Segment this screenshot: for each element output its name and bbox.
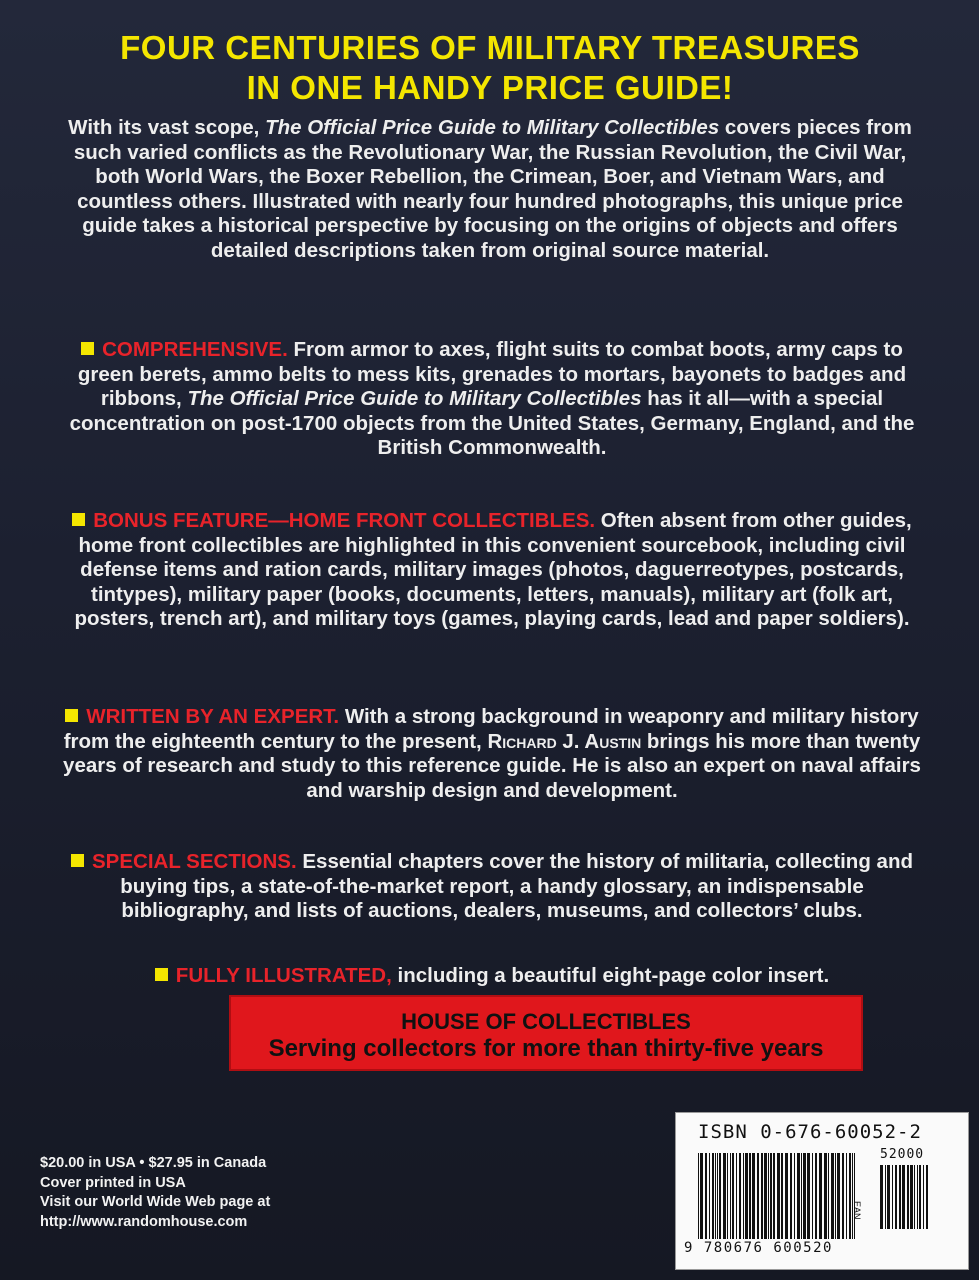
barcode-bar [910, 1165, 913, 1229]
barcode-bar [807, 1153, 810, 1239]
headline-line-2: IN ONE HANDY PRICE GUIDE! [246, 69, 734, 106]
barcode-bar [815, 1153, 817, 1239]
barcode-bar [824, 1153, 827, 1239]
price-info [40, 1154, 360, 1232]
barcode-bar [773, 1153, 775, 1239]
barcode-bar [887, 1165, 890, 1229]
barcode-bar [899, 1165, 901, 1229]
addon-barcode-bars [880, 1165, 940, 1229]
headline [60, 28, 920, 108]
barcode-bar [852, 1153, 853, 1239]
barcode-bar [926, 1165, 928, 1229]
barcode-bar [885, 1165, 886, 1229]
barcode-bar [828, 1153, 829, 1239]
feature-text: From armor to axes, flight suits to combat boots, army caps to green berets, ammo belts to mess kits, grenades to mortars, bayonets to badges and ribbons, [77, 338, 907, 410]
barcode-bar [895, 1165, 897, 1229]
website-url: http://www.randomhouse.com [40, 1213, 248, 1230]
intro-text-rest: covers pieces from such varied conflicts as the Revolutionary War, the Russian Revolution, the Civil War, both World Wars, the Boxer Rebellion, the Crimean, Boer, and Vietnam Wars, and countless others. Illustrated with nearly four hundred photographs, this unique price guide takes a historical perspective by focusing on the origins of objects and offers detailed descriptions taken from original source material. [73, 116, 912, 262]
feature-text: Essential chapters cover the history of militaria, collecting and buying tips, a state-of-the-market report, a handy glossary, an indispensable bibliography, and lists of auctions, dealers, museums, and collectors’ clubs. [120, 850, 913, 922]
barcode-bar [902, 1165, 905, 1229]
barcode-bar [801, 1153, 802, 1239]
barcode-bar [770, 1153, 772, 1239]
intro-book-title: The Official Price Guide to Military Collectibles [265, 116, 720, 139]
barcode-bar [880, 1165, 883, 1229]
barcode-bar [715, 1153, 716, 1239]
publisher-banner [229, 995, 863, 1071]
barcode-bar [717, 1153, 718, 1239]
feature-title: FULLY ILLUSTRATED, [175, 964, 392, 987]
barcode-panel [675, 1112, 969, 1270]
barcode-bar [743, 1153, 744, 1239]
feature-title: SPECIAL SECTIONS. [92, 850, 297, 873]
barcode-bar [700, 1153, 703, 1239]
barcode-bar [732, 1153, 734, 1239]
barcode-bar [892, 1165, 893, 1229]
barcode-digits: 9 780676 600520 [684, 1240, 833, 1256]
barcode-bar [757, 1153, 759, 1239]
price-addon-code: 52000 [880, 1147, 925, 1162]
barcode-bar [777, 1153, 780, 1239]
feature-bonus-home-front [62, 509, 922, 632]
barcode-bar [761, 1153, 763, 1239]
feature-text: With a strong background in weaponry and military history from the eighteenth century to the present, [63, 705, 919, 753]
barcode-bar [919, 1165, 921, 1229]
barcode-bar [752, 1153, 755, 1239]
feature-text: including a beautiful eight-page color insert. [391, 964, 830, 987]
barcode-bar [705, 1153, 707, 1239]
barcode-bar [835, 1153, 836, 1239]
bullet-square-icon [71, 854, 84, 867]
barcode-bar [730, 1153, 731, 1239]
barcode-bar [739, 1153, 741, 1239]
publisher-tagline: Serving collectors for more than thirty-five years [268, 1035, 824, 1062]
feature-text: Often absent from other guides, home front collectibles are highlighted in this convenient sourcebook, including civil defense items and ration cards, military images (photos, daguerreotypes, postcards, tintypes), military paper (books, documents, letters, manuals), military art (folk art, posters, trench art), and military toys (games, playing cards, lead and paper soldiers). [74, 509, 912, 630]
bullet-square-icon [81, 342, 94, 355]
feature-title: WRITTEN BY AN EXPERT. [86, 705, 340, 728]
barcode-bar [803, 1153, 806, 1239]
barcode-bar [736, 1153, 737, 1239]
ean-label: EAN [852, 1201, 862, 1220]
bullet-square-icon [65, 709, 78, 722]
barcode-bar [842, 1153, 844, 1239]
barcode-bar [794, 1153, 795, 1239]
barcode-bar [764, 1153, 767, 1239]
feature-text-rest: has it all—with a special concentration on post-1700 objects from the United States, Germany, England, and the British Commonwealth. [69, 387, 915, 459]
barcode-bar [854, 1153, 855, 1239]
barcode-bar [709, 1153, 710, 1239]
barcode-bar [923, 1165, 924, 1229]
headline-line-1: FOUR CENTURIES OF MILITARY TREASURES [120, 29, 860, 66]
intro-text-start: With its vast scope, [68, 116, 266, 139]
barcode-bar [914, 1165, 915, 1229]
bullet-square-icon [72, 513, 85, 526]
intro-paragraph [50, 116, 930, 263]
printed-in-line: Cover printed in USA [40, 1174, 186, 1191]
barcode-bar [768, 1153, 769, 1239]
barcode-bar [749, 1153, 751, 1239]
barcode-bar [907, 1165, 909, 1229]
feature-written-by-expert [62, 705, 922, 803]
barcode-bar [819, 1153, 822, 1239]
bullet-square-icon [155, 968, 168, 981]
barcode-bar [727, 1153, 728, 1239]
barcode-bar [790, 1153, 792, 1239]
price-line: $20.00 in USA • $27.95 in Canada [40, 1155, 267, 1171]
barcode-bar [812, 1153, 813, 1239]
feature-special-sections [62, 850, 922, 924]
author-name: Richard J. Austin [487, 729, 642, 753]
barcode-bar [837, 1153, 840, 1239]
feature-title: BONUS FEATURE—HOME FRONT COLLECTIBLES. [93, 509, 596, 532]
barcode-bar [719, 1153, 721, 1239]
barcode-bar [917, 1165, 918, 1229]
barcode-bar [712, 1153, 714, 1239]
barcode-bars [698, 1153, 858, 1239]
feature-title: COMPREHENSIVE. [102, 338, 288, 361]
publisher-name: HOUSE OF COLLECTIBLES [401, 1009, 691, 1034]
barcode-bar [846, 1153, 847, 1239]
feature-fully-illustrated [62, 964, 922, 989]
website-prompt: Visit our World Wide Web page at [40, 1194, 271, 1210]
barcode-bar [785, 1153, 788, 1239]
feature-text-rest: brings his more than twenty years of research and study to this reference guide. He is also an expert on naval affairs and warship design and development. [63, 729, 921, 802]
barcode-bar [698, 1153, 699, 1239]
barcode-bar [797, 1153, 800, 1239]
feature-comprehensive [62, 338, 922, 461]
barcode-bar [745, 1153, 748, 1239]
feature-book-title: The Official Price Guide to Military Collectibles [187, 387, 642, 410]
barcode-bar [849, 1153, 851, 1239]
barcode-bar [723, 1153, 726, 1239]
barcode-bar [831, 1153, 834, 1239]
isbn-number: ISBN 0-676-60052-2 [698, 1121, 922, 1143]
barcode-bar [781, 1153, 783, 1239]
